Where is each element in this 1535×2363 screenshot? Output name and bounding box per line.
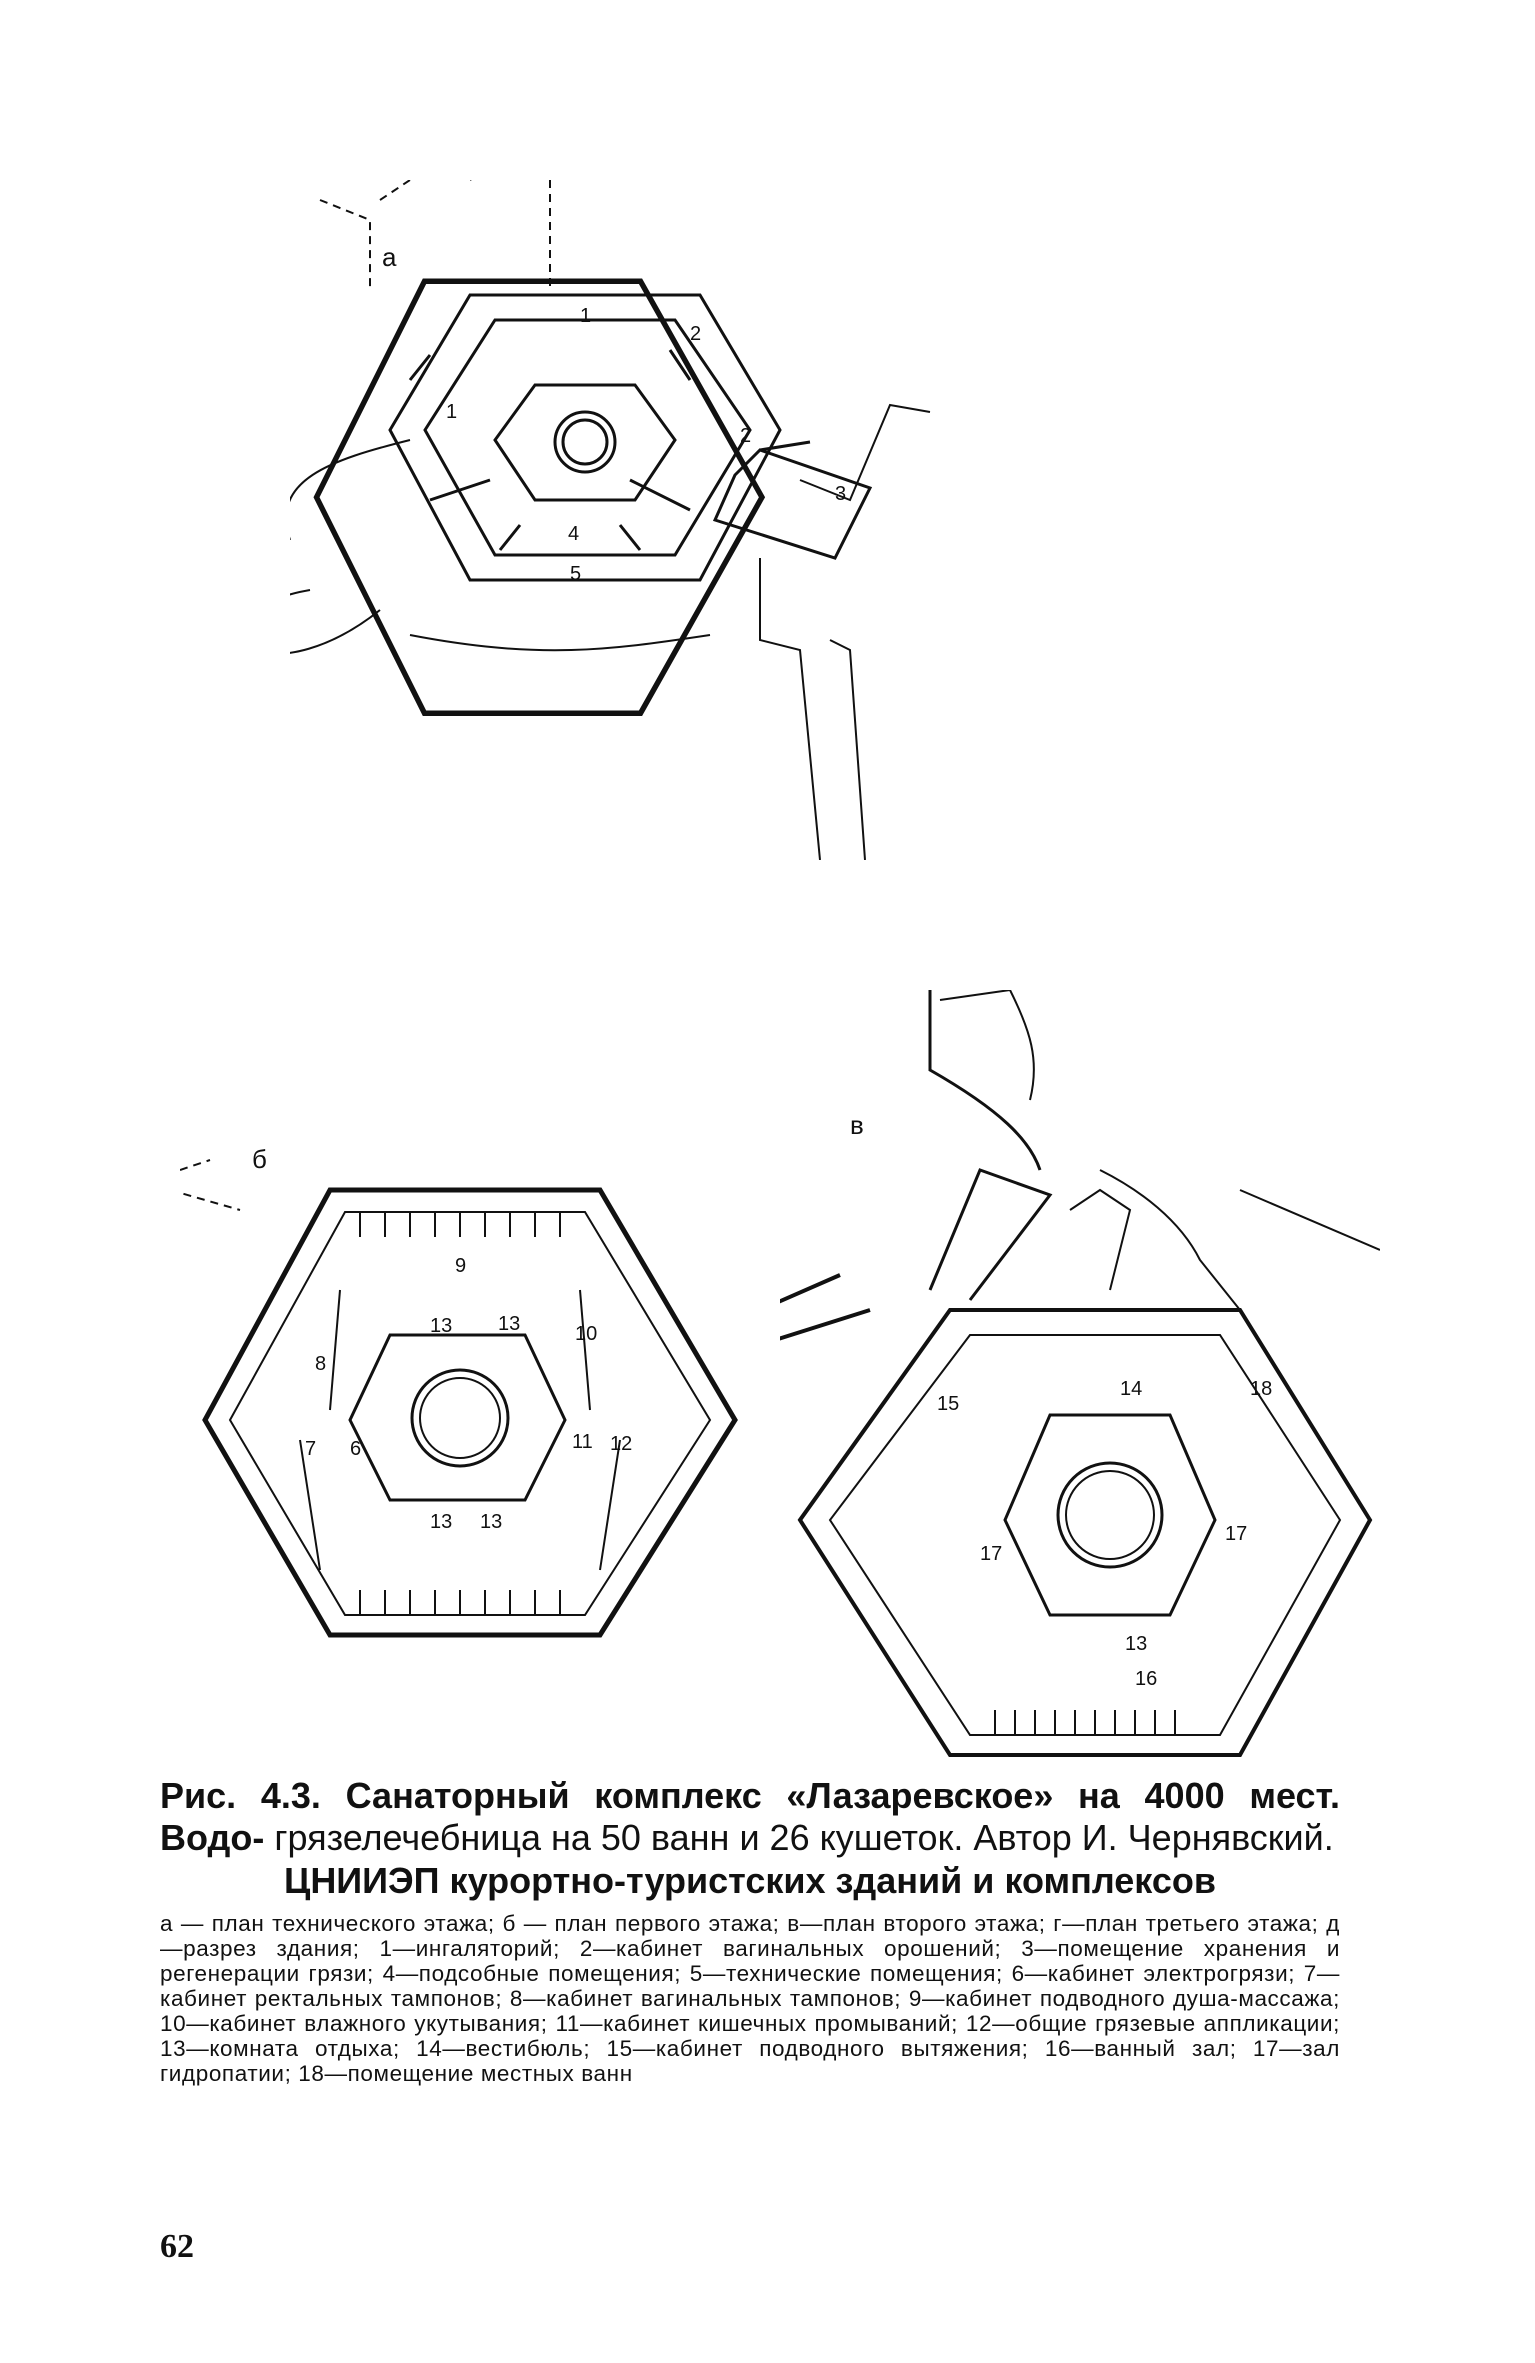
plan-b-room-13b: 13 xyxy=(498,1313,521,1335)
figure-caption xyxy=(160,1775,1340,2086)
plan-a-room-5: 5 xyxy=(570,563,582,585)
plan-a-technical-floor xyxy=(290,180,1190,860)
plan-b-room-13c: 13 xyxy=(430,1511,453,1533)
caption-organization: ЦНИИЭП курортно-туристских зданий и комплексов xyxy=(284,1860,1216,1901)
plan-a-room-2: 2 xyxy=(740,425,752,447)
plan-a-drawing xyxy=(290,180,1190,860)
caption-legend: а — план технического этажа; б — план первого этажа; в—план второго этажа; г—план третьего этажа; д—разрез здания; 1—ингаляторий; 2—кабинет вагинальных орошений; 3—помещение хранения и регенерации грязи; 4—подсобные помещения; 5—технические помещения; 6—кабинет электрогрязи; 7—кабинет ректальных тампонов; 8—кабинет вагинальных тампонов; 9—кабинет подводного душа-массажа; 10—кабинет влажного укутывания; 11—кабинет кишечных промываний; 12—общие грязевые аппликации; 13—комната отдыха; 14—вестибюль; 15—кабинет подводного вытяжения; 16—ванный зал; 17—зал гидропатии; 18—помещение местных ванн xyxy=(160,1911,1340,2086)
plan-b-room-11: 11 xyxy=(572,1431,593,1453)
plan-v-drawing xyxy=(780,990,1380,1770)
plan-v-room-18: 18 xyxy=(1250,1378,1273,1400)
plan-a-letter: а xyxy=(382,242,397,272)
plan-v-second-floor xyxy=(780,990,1380,1770)
plan-b-room-12: 12 xyxy=(610,1433,633,1455)
plan-v-room-17a: 17 xyxy=(980,1543,1003,1565)
plan-a-room-1: 1 xyxy=(580,305,592,327)
plan-a-room-3: 3 xyxy=(835,483,847,505)
caption-title-regular: грязелечебница на 50 ванн и 26 кушеток. Автор И. Чернявский. xyxy=(274,1817,1334,1858)
plan-a-room-4: 4 xyxy=(568,523,580,545)
plan-v-room-17b: 17 xyxy=(1225,1523,1248,1545)
plan-b-first-floor xyxy=(180,1144,740,1650)
plan-v-room-13: 13 xyxy=(1125,1633,1148,1655)
plan-b-room-7: 7 xyxy=(305,1438,317,1460)
plan-a-room-2b: 2 xyxy=(690,323,702,345)
plan-b-drawing xyxy=(180,1150,740,1650)
plan-v-letter: в xyxy=(850,1110,864,1140)
plan-b-room-8: 8 xyxy=(315,1353,327,1375)
page-number: 62 xyxy=(160,2228,194,2265)
plan-v-room-15: 15 xyxy=(937,1393,960,1415)
plan-b-room-10: 10 xyxy=(575,1323,598,1345)
plan-v-room-16: 16 xyxy=(1135,1668,1158,1690)
caption-title-bold: Рис. 4.3. Санаторный комплекс «Лазаревское» на 4000 мест. Водо- xyxy=(160,1775,1340,1858)
plan-b-room-13d: 13 xyxy=(480,1511,503,1533)
plan-v-room-14: 14 xyxy=(1120,1378,1143,1400)
plan-b-room-9: 9 xyxy=(455,1255,467,1277)
plan-b-letter: б xyxy=(252,1144,267,1174)
plan-b-room-13a: 13 xyxy=(430,1315,453,1337)
plan-a-room-1b: 1 xyxy=(446,401,458,423)
plan-b-room-6: 6 xyxy=(350,1438,362,1460)
